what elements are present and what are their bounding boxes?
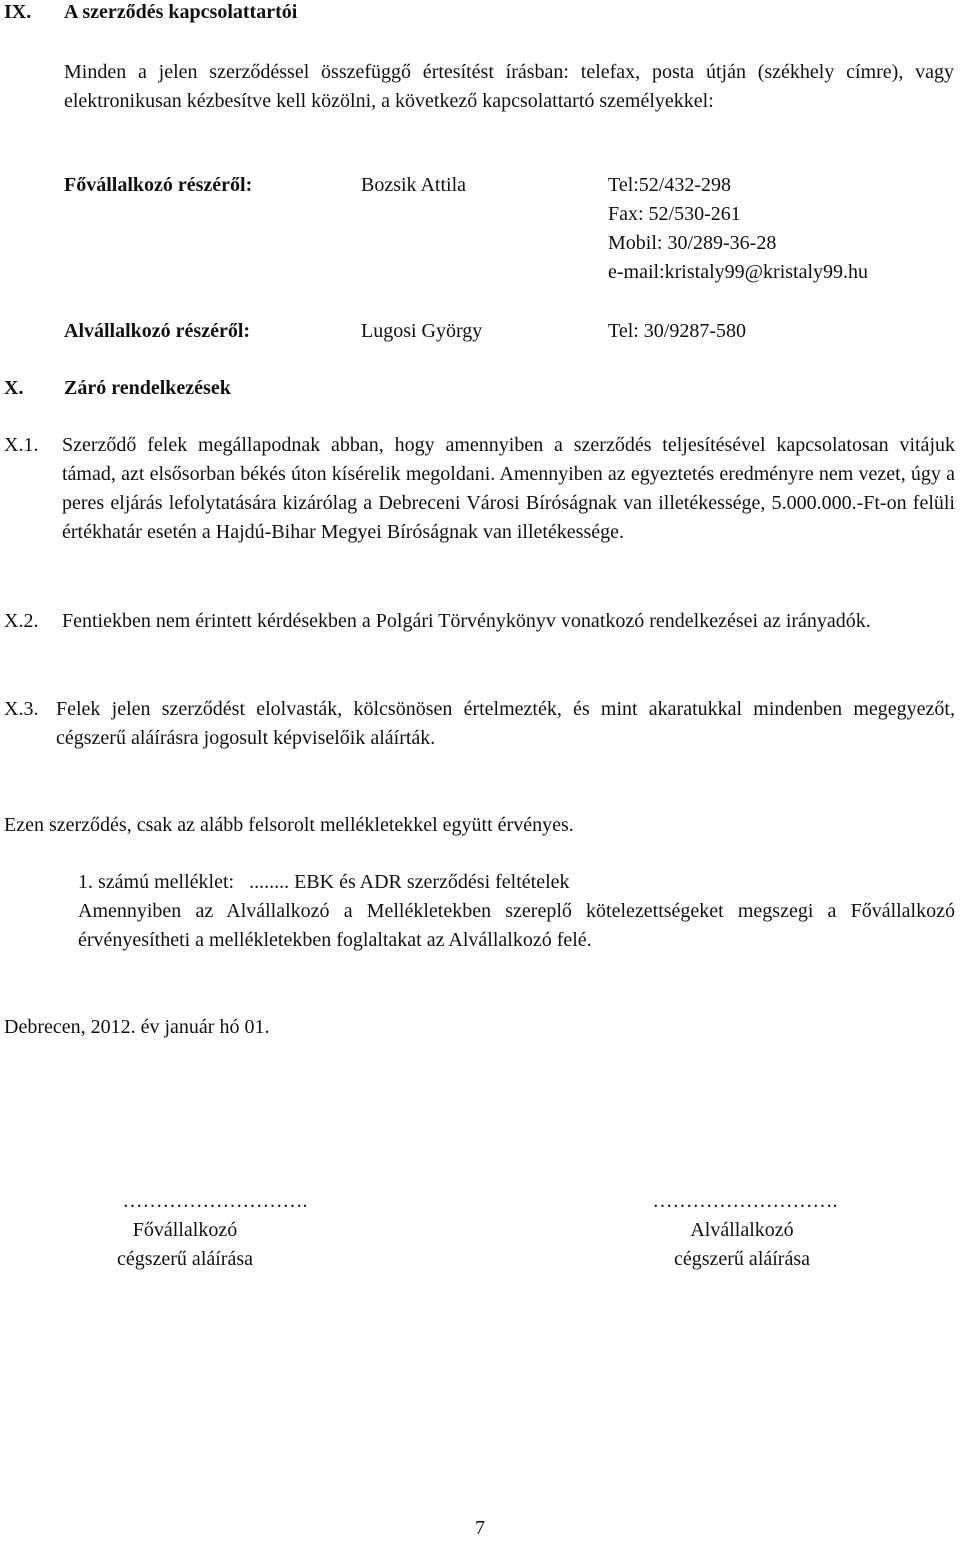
contact-name-main: Bozsik Attila (361, 174, 466, 196)
page-number: 7 (475, 1517, 485, 1539)
signature-caption-main: cégszerű aláírása (116, 1248, 253, 1270)
section-ix-intro: Minden a jelen szerződéssel összefüggő értesítést írásban: telefax, posta útján (székhely címre), vagy elektronikusan kézbesítve kell közölni, a következő kapcsolattartó személyekkel: (64, 61, 954, 112)
signature-caption-sub: cégszerű aláírása (673, 1248, 810, 1270)
section-x-title: Záró rendelkezések (64, 377, 231, 399)
contact-mobile-main: Mobil: 30/289-36-28 (608, 232, 777, 254)
signature-party-sub: Alvállalkozó (690, 1219, 794, 1241)
section-x-number: X. (4, 377, 24, 399)
clause-2-number: X.2. (4, 610, 39, 632)
section-ix-number: IX. (4, 1, 32, 23)
clause-3-text: Felek jelen szerződést elolvasták, kölcsönösen értelmezték, és mint akaratukkal mindenben megegyezőt, cégszerű aláírásra jogosult képviselőik aláírták. (56, 698, 955, 749)
contact-phone-main: Tel:52/432-298 (608, 174, 732, 196)
contact-role-sub: Alvállalkozó részéről: (64, 320, 251, 342)
section-ix-title: A szerződés kapcsolattartói (64, 1, 298, 23)
contact-email-main: e-mail:kristaly99@kristaly99.hu (608, 261, 869, 283)
clause-2-text: Fentiekben nem érintett kérdésekben a Polgári Törvénykönyv vonatkozó rendelkezései az irányadók. (62, 610, 871, 632)
signature-party-main: Fővállalkozó (132, 1219, 238, 1241)
attachments-statement: Ezen szerződés, csak az alább felsorolt mellékletekkel együtt érvényes. (4, 814, 574, 836)
signature-line-main: ………………………. (122, 1190, 308, 1212)
contact-fax-main: Fax: 52/530-261 (608, 203, 741, 225)
clause-1-text: Szerződő felek megállapodnak abban, hogy amennyiben a szerződés teljesítésével kapcsolatosan vitájuk támad, azt elsősorban békés úton kísérelik megoldani. Amennyiben az egyeztetés eredményre nem vezet, úgy a peres eljárás lefolytatására kizárólag a Debreceni Városi Bíróságnak van illetékessége, 5.000.000.-Ft-on felüli értékhatár esetén a Hajdú-Bihar Megyei Bíróságnak van illetékessége. (62, 434, 955, 543)
contact-phone-sub: Tel: 30/9287-580 (608, 320, 747, 342)
attachments-paragraph: Amennyiben az Alvállalkozó a Mellékletekben szereplő kötelezettségeket megszegi a Fővállalkozó érvényesítheti a mellékletekben foglaltakat az Alvállalkozó felé. (78, 900, 955, 951)
clause-1-number: X.1. (4, 434, 39, 456)
attachment-1: 1. számú melléklet: ........ EBK és ADR szerződési feltételek (78, 871, 570, 893)
contact-role-main: Fővállalkozó részéről: (64, 174, 253, 196)
signature-line-sub: ………………………. (652, 1190, 838, 1212)
place-date: Debrecen, 2012. év január hó 01. (4, 1016, 270, 1038)
contact-name-sub: Lugosi György (361, 320, 483, 342)
clause-3-number: X.3. (4, 698, 39, 720)
